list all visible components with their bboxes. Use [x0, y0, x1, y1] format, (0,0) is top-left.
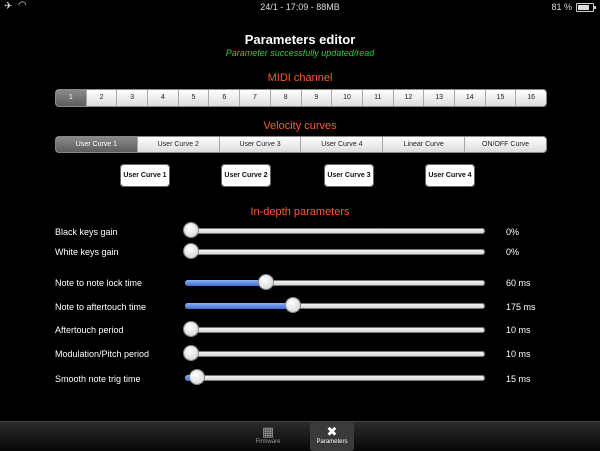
smooth-note-trig-time-label: Smooth note trig time [55, 374, 141, 384]
velocity-tab-onoff-curve[interactable]: ON/OFF Curve [482, 141, 530, 148]
user-curve-2-button[interactable]: User Curve 2 [221, 164, 271, 187]
aftertouch-period-label: Aftertouch period [55, 325, 124, 335]
tab-firmware-label: Firmware [255, 439, 281, 445]
midi-channel-7[interactable]: 7 [240, 90, 271, 106]
tab-bar [0, 421, 600, 451]
midi-channel-16[interactable]: 16 [527, 94, 536, 101]
wifi-icon: ◠ [18, 0, 27, 11]
white-keys-gain-value: 0% [506, 247, 520, 257]
velocity-curve-selector [55, 136, 547, 153]
midi-channel-8[interactable]: 8 [271, 90, 302, 106]
midi-channel-4[interactable]: 4 [148, 90, 179, 106]
user-curve-4-button[interactable]: User Curve 4 [425, 164, 475, 187]
midi-channel-15[interactable]: 15 [486, 90, 517, 106]
aftertouch-period-slider[interactable] [185, 327, 485, 333]
aftertouch-period-value: 10 ms [506, 325, 531, 335]
white-keys-gain-label: White keys gain [55, 247, 119, 257]
slider-knob[interactable] [184, 322, 198, 336]
modulation-pitch-period-label: Modulation/Pitch period [55, 349, 150, 359]
midi-channel-14[interactable]: 14 [455, 90, 486, 106]
midi-channel-selector [55, 89, 547, 107]
user-curve-3-button[interactable]: User Curve 3 [324, 164, 374, 187]
modulation-pitch-period-value: 10 ms [506, 349, 531, 359]
note-to-note-lock-time-slider[interactable] [185, 280, 485, 286]
note-to-aftertouch-time-slider[interactable] [185, 303, 485, 309]
note-to-note-lock-time-label: Note to note lock time [55, 278, 143, 288]
black-keys-gain-value: 0% [506, 227, 520, 237]
modulation-pitch-period-slider[interactable] [185, 351, 485, 357]
smooth-note-trig-time-slider[interactable] [185, 375, 485, 381]
tab-parameters-label: Parameters [316, 439, 348, 445]
white-keys-gain-slider[interactable] [185, 249, 485, 255]
slider-knob[interactable] [184, 223, 198, 237]
status-time: 24/1 - 17:09 - 88MB [260, 2, 340, 12]
midi-channel-2[interactable]: 2 [87, 90, 118, 106]
in-depth-parameters-heading: In-depth parameters [250, 206, 350, 218]
velocity-tab-user-curve-1[interactable]: User Curve 1 [56, 137, 138, 152]
midi-channel-1[interactable]: 1 [56, 90, 87, 106]
status-message: Parameter successfully updated/read [225, 48, 375, 58]
midi-channel-heading: MIDI channel [267, 72, 333, 84]
midi-channel-9[interactable]: 9 [302, 90, 333, 106]
tab-firmware[interactable] [246, 422, 290, 451]
velocity-tab-user-curve-2[interactable]: User Curve 2 [138, 137, 220, 152]
slider-knob[interactable] [286, 298, 300, 312]
smooth-note-trig-time-value: 15 ms [506, 374, 531, 384]
slider-knob[interactable] [190, 370, 204, 384]
velocity-curves-heading: Velocity curves [263, 120, 337, 132]
note-to-note-lock-time-value: 60 ms [506, 278, 531, 288]
velocity-tab-user-curve-3[interactable]: User Curve 3 [220, 137, 302, 152]
midi-channel-11[interactable]: 11 [363, 90, 394, 106]
note-to-aftertouch-time-value: 175 ms [506, 302, 536, 312]
velocity-tab-user-curve-4[interactable]: User Curve 4 [301, 137, 383, 152]
slider-knob[interactable] [184, 346, 198, 360]
black-keys-gain-label: Black keys gain [55, 227, 118, 237]
black-keys-gain-slider[interactable] [185, 228, 485, 234]
midi-channel-6[interactable]: 6 [209, 90, 240, 106]
page-title: Parameters editor [244, 32, 356, 47]
midi-channel-5[interactable]: 5 [179, 90, 210, 106]
slider-knob[interactable] [259, 275, 273, 289]
midi-channel-12[interactable]: 12 [394, 90, 425, 106]
note-to-aftertouch-time-label: Note to aftertouch time [55, 302, 147, 312]
velocity-tab-linear-curve[interactable]: Linear Curve [383, 137, 465, 152]
tools-icon: ✖ [326, 424, 338, 439]
user-curve-1-button[interactable]: User Curve 1 [120, 164, 170, 187]
slider-knob[interactable] [184, 244, 198, 258]
chip-icon: ▦ [261, 424, 275, 439]
midi-channel-13[interactable]: 13 [424, 90, 455, 106]
status-bar [0, 0, 600, 14]
midi-channel-3[interactable]: 3 [117, 90, 148, 106]
midi-channel-10[interactable]: 10 [332, 90, 363, 106]
battery-icon [576, 3, 594, 12]
tab-parameters[interactable] [310, 422, 354, 451]
airplane-icon: ✈ [4, 1, 13, 12]
battery-percent: 81 % [551, 2, 572, 12]
